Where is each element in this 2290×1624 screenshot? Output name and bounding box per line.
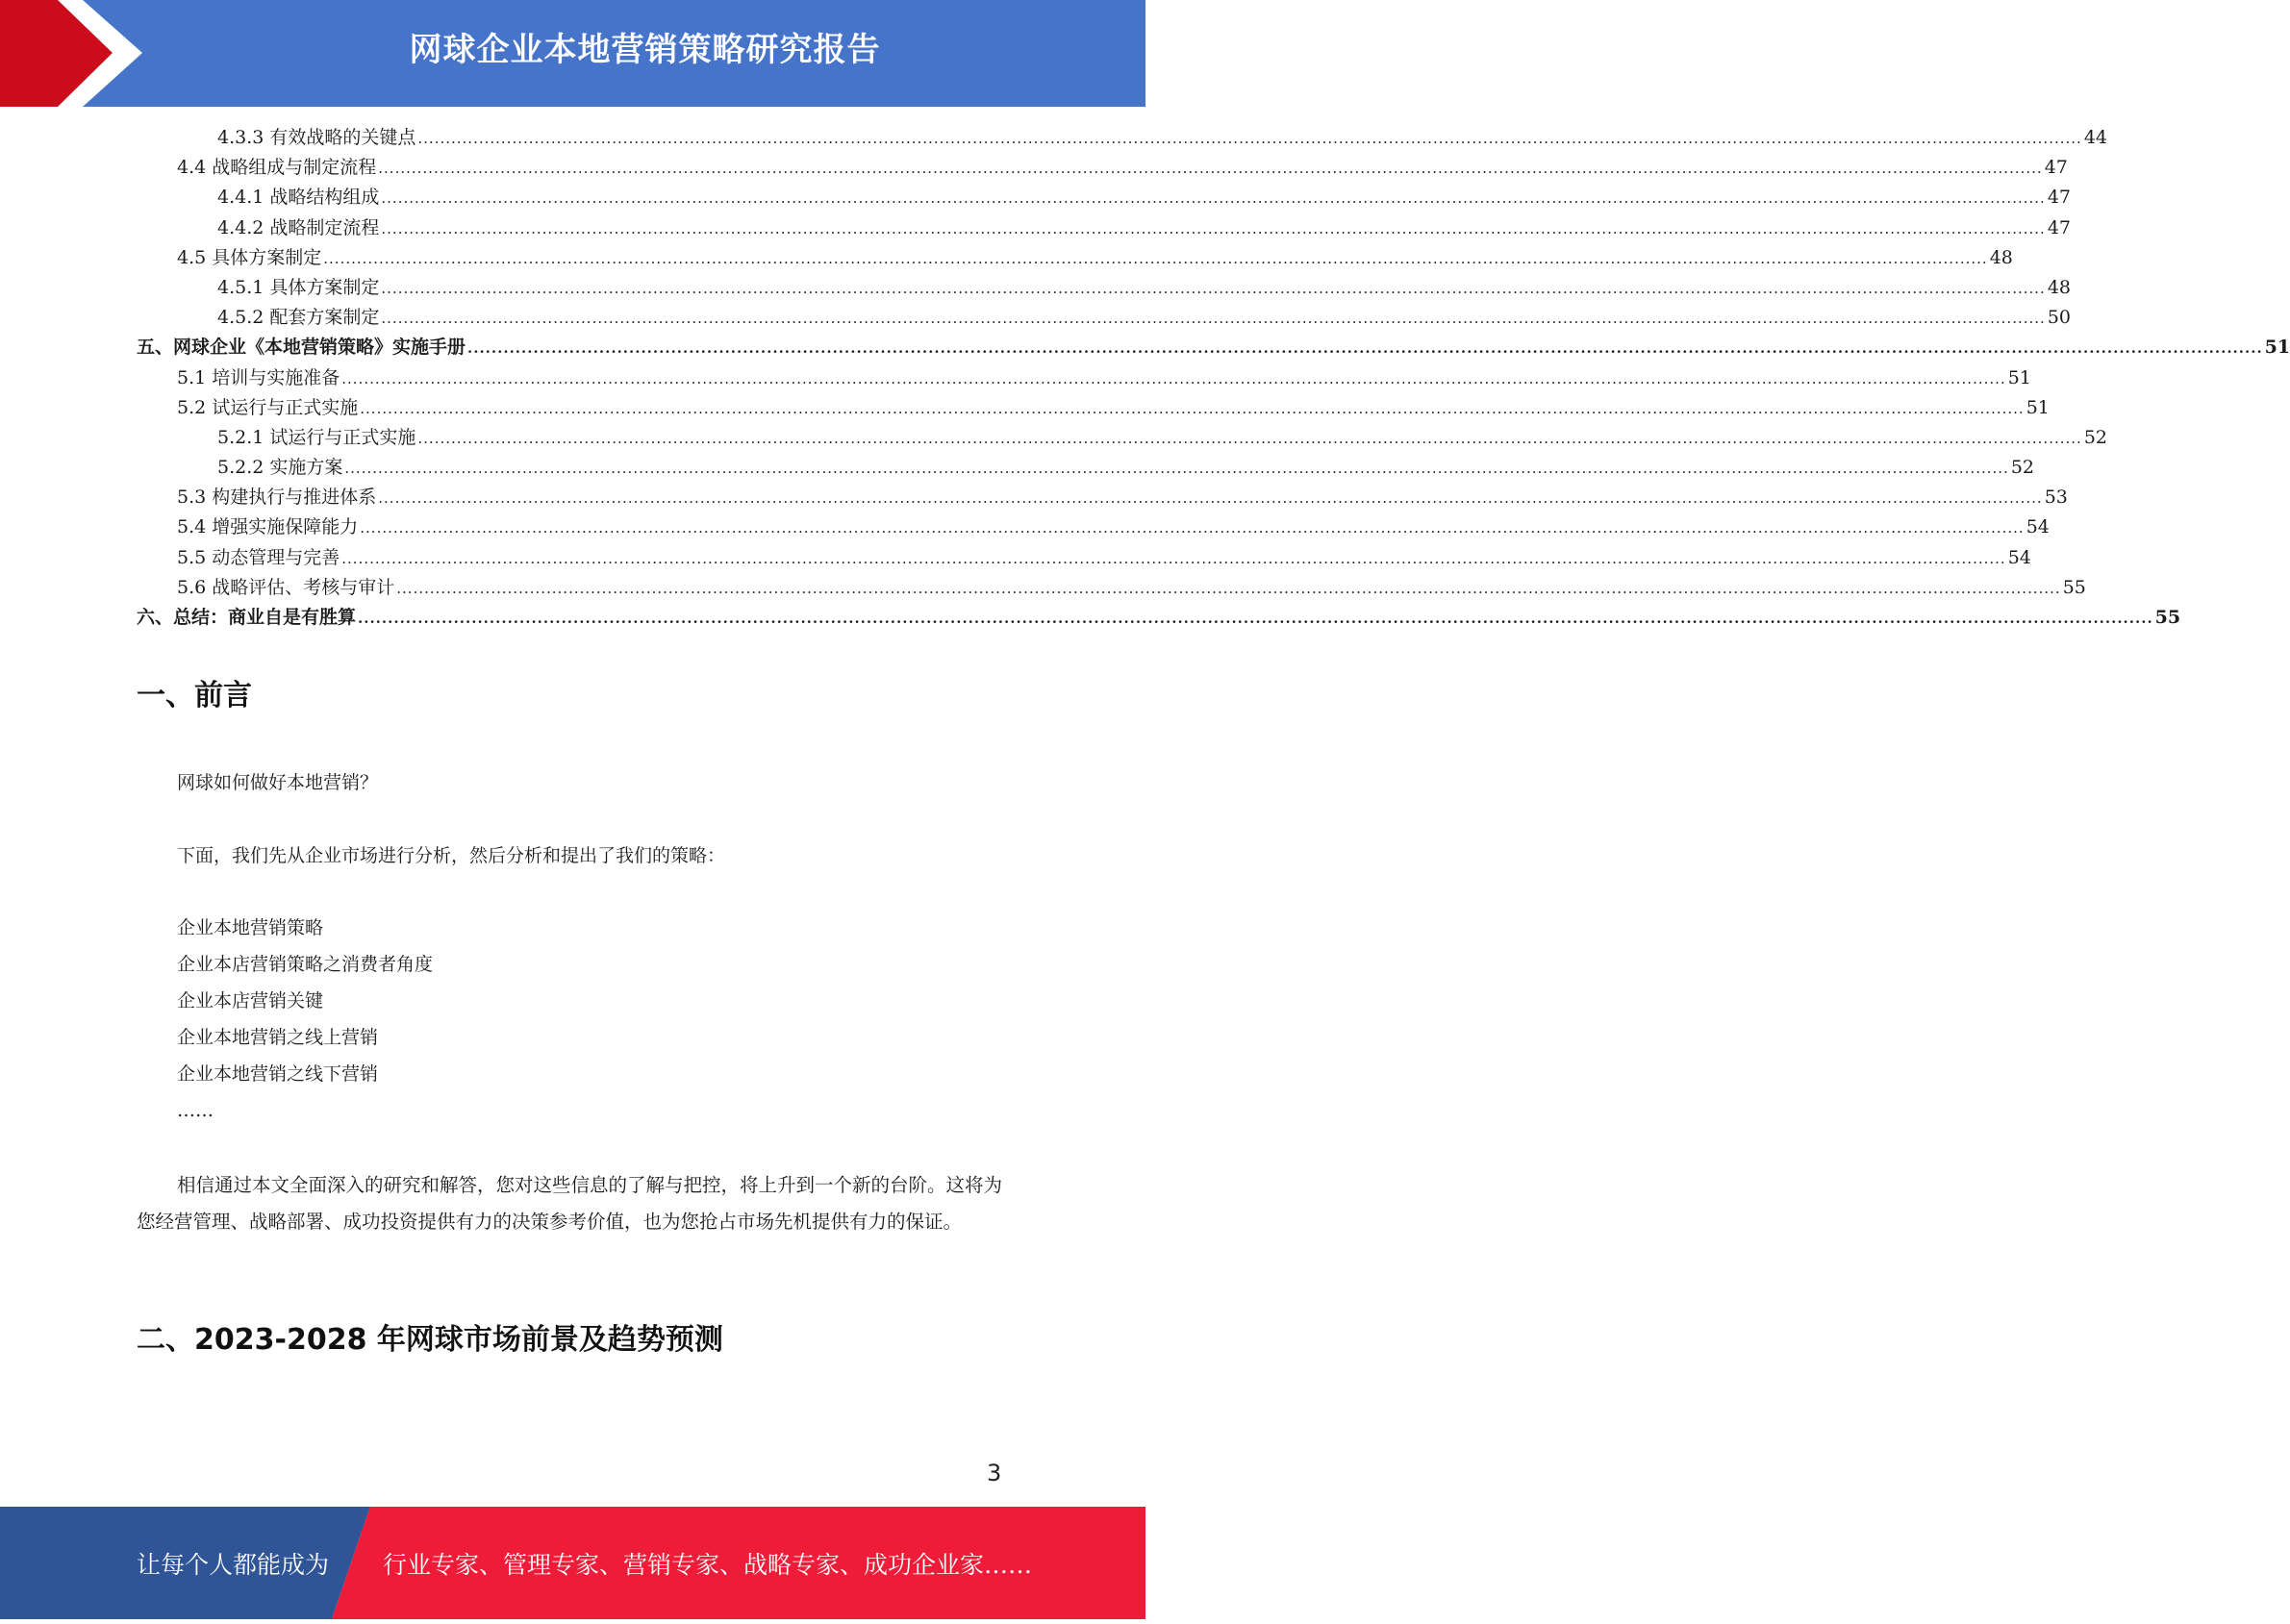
list-item: 企业本地营销之线下营销 bbox=[177, 1063, 379, 1085]
toc-entry-label: 4.4.1 战略结构组成 bbox=[217, 187, 380, 209]
toc-entry-label: 5.2.2 实施方案 bbox=[217, 457, 343, 479]
preface-paragraph: 相信通过本文全面深入的研究和解答，您对这些信息的了解与把控，将上升到一个新的台阶。这将为您经营管理、战略部署、成功投资提供有力的决策参考价值，也为您抢占市场先机提供有力的保证。 bbox=[137, 1174, 1003, 1233]
toc-leader-dots: ............................................................................................................................................................................................................................................................................................................ bbox=[341, 369, 2006, 387]
table-of-contents bbox=[137, 123, 2290, 633]
toc-entry[interactable] bbox=[137, 573, 2086, 603]
toc-entry[interactable] bbox=[137, 243, 2013, 273]
toc-entry-page: 47 bbox=[2044, 157, 2068, 179]
toc-entry-page: 52 bbox=[2083, 426, 2107, 448]
page-header bbox=[0, 0, 1145, 107]
list-item: 企业本店营销关键 bbox=[177, 990, 324, 1012]
header-title: 网球企业本地营销策略研究报告 bbox=[409, 31, 881, 69]
toc-entry-page: 50 bbox=[2047, 307, 2071, 329]
toc-entry-page: 54 bbox=[2007, 546, 2031, 568]
footer-slogan-left: 让每个人都能成为 bbox=[137, 1551, 330, 1579]
page-number: 3 bbox=[987, 1460, 1002, 1487]
toc-entry[interactable] bbox=[137, 303, 2071, 333]
toc-leader-dots: ............................................................................................................................................................................................................................................................................................................ bbox=[378, 489, 2043, 508]
toc-leader-dots: ............................................................................................................................................................................................................................................................................................................ bbox=[396, 579, 2061, 597]
toc-entry-label: 5.4 增强实施保障能力 bbox=[177, 516, 359, 538]
toc-entry[interactable] bbox=[137, 363, 2031, 393]
list-item: …… bbox=[177, 1100, 214, 1121]
footer-slogan-right: 行业专家、管理专家、营销专家、战略专家、成功企业家…… bbox=[383, 1551, 1033, 1579]
toc-entry[interactable] bbox=[137, 512, 2050, 542]
toc-entry-page: 53 bbox=[2044, 487, 2068, 509]
toc-entry-label: 5.1 培训与实施准备 bbox=[177, 366, 340, 388]
header-arrow-decoration bbox=[0, 0, 154, 107]
toc-entry-label: 4.3.3 有效战略的关键点 bbox=[217, 127, 416, 148]
toc-entry-label: 5.2.1 试运行与正式实施 bbox=[217, 426, 416, 448]
toc-leader-dots: ............................................................................................................................................................................................................................................................................................................ bbox=[381, 310, 2046, 328]
toc-entry[interactable] bbox=[137, 393, 2050, 423]
list-item: 企业本地营销策略 bbox=[177, 917, 324, 938]
toc-leader-dots: ............................................................................................................................................................................................................................................................................................................ bbox=[417, 429, 2082, 447]
toc-entry-page: 54 bbox=[2026, 516, 2050, 538]
toc-entry-label: 4.4.2 战略制定流程 bbox=[217, 216, 380, 238]
toc-leader-dots: ............................................................................................................................................................................................................................................................................................................ bbox=[360, 519, 2025, 537]
toc-leader-dots: ............................................................................................................................................................................................................................................................................................................ bbox=[417, 130, 2082, 147]
toc-entry[interactable] bbox=[137, 483, 2068, 512]
toc-entry-page: 48 bbox=[2047, 276, 2071, 298]
toc-entry-label: 六、总结：商业自是有胜算 bbox=[137, 607, 357, 628]
toc-entry-page: 48 bbox=[1989, 246, 2013, 268]
toc-entry-label: 4.5.2 配套方案制定 bbox=[217, 307, 380, 329]
section-heading-preface: 一、前言 bbox=[137, 679, 252, 712]
toc-leader-dots: ............................................................................................................................................................................................................................................................................................................ bbox=[344, 460, 2009, 478]
toc-entry-label: 4.5 具体方案制定 bbox=[177, 246, 322, 268]
preface-list bbox=[177, 910, 433, 1129]
toc-entry[interactable] bbox=[137, 153, 2068, 183]
list-item: 企业本地营销之线上营销 bbox=[177, 1027, 379, 1048]
toc-leader-dots: ............................................................................................................................................................................................................................................................................................................ bbox=[381, 279, 2046, 297]
toc-entry-page: 47 bbox=[2047, 187, 2071, 209]
toc-entry-label: 4.5.1 具体方案制定 bbox=[217, 276, 380, 298]
toc-entry[interactable] bbox=[137, 603, 2181, 633]
toc-entry-page: 55 bbox=[2062, 576, 2086, 598]
toc-entry-label: 五、网球企业《本地营销策略》实施手册 bbox=[137, 337, 466, 359]
toc-leader-dots: ............................................................................................................................................................................................................................................................................................................ bbox=[467, 339, 2263, 358]
toc-entry[interactable] bbox=[137, 273, 2071, 303]
toc-leader-dots: ............................................................................................................................................................................................................................................................................................................ bbox=[360, 399, 2025, 417]
toc-entry-page: 51 bbox=[2007, 366, 2031, 388]
toc-entry-label: 5.5 动态管理与完善 bbox=[177, 546, 340, 568]
toc-entry-page: 47 bbox=[2047, 216, 2071, 238]
toc-entry-page: 52 bbox=[2010, 457, 2034, 479]
toc-entry[interactable] bbox=[137, 123, 2107, 153]
toc-leader-dots: ............................................................................................................................................................................................................................................................................................................ bbox=[358, 610, 2153, 627]
toc-entry[interactable] bbox=[137, 183, 2071, 212]
toc-entry-label: 5.3 构建执行与推进体系 bbox=[177, 487, 377, 509]
toc-entry[interactable] bbox=[137, 213, 2071, 243]
section-heading-forecast: 二、2023-2028 年网球市场前景及趋势预测 bbox=[137, 1323, 723, 1357]
page-footer bbox=[0, 1507, 1145, 1619]
toc-entry-label: 4.4 战略组成与制定流程 bbox=[177, 157, 377, 179]
toc-entry[interactable] bbox=[137, 423, 2107, 453]
toc-entry-label: 5.6 战略评估、考核与审计 bbox=[177, 576, 395, 598]
toc-leader-dots: ............................................................................................................................................................................................................................................................................................................ bbox=[341, 549, 2006, 567]
toc-entry-page: 51 bbox=[2026, 396, 2050, 418]
toc-leader-dots: ............................................................................................................................................................................................................................................................................................................ bbox=[381, 219, 2046, 237]
preface-intro: 下面，我们先从企业市场进行分析，然后分析和提出了我们的策略： bbox=[177, 845, 726, 866]
toc-leader-dots: ............................................................................................................................................................................................................................................................................................................ bbox=[381, 189, 2046, 208]
toc-leader-dots: ............................................................................................................................................................................................................................................................................................................ bbox=[378, 160, 2043, 178]
toc-leader-dots: ............................................................................................................................................................................................................................................................................................................ bbox=[323, 249, 1988, 267]
toc-entry[interactable] bbox=[137, 333, 2290, 362]
toc-entry-page: 51 bbox=[2264, 337, 2290, 359]
list-item: 企业本店营销策略之消费者角度 bbox=[177, 954, 434, 975]
preface-question: 网球如何做好本地营销？ bbox=[177, 772, 379, 793]
toc-entry[interactable] bbox=[137, 543, 2031, 573]
toc-entry-page: 44 bbox=[2083, 127, 2107, 148]
toc-entry[interactable] bbox=[137, 453, 2034, 483]
toc-entry-label: 5.2 试运行与正式实施 bbox=[177, 396, 359, 418]
toc-entry-page: 55 bbox=[2154, 607, 2181, 628]
